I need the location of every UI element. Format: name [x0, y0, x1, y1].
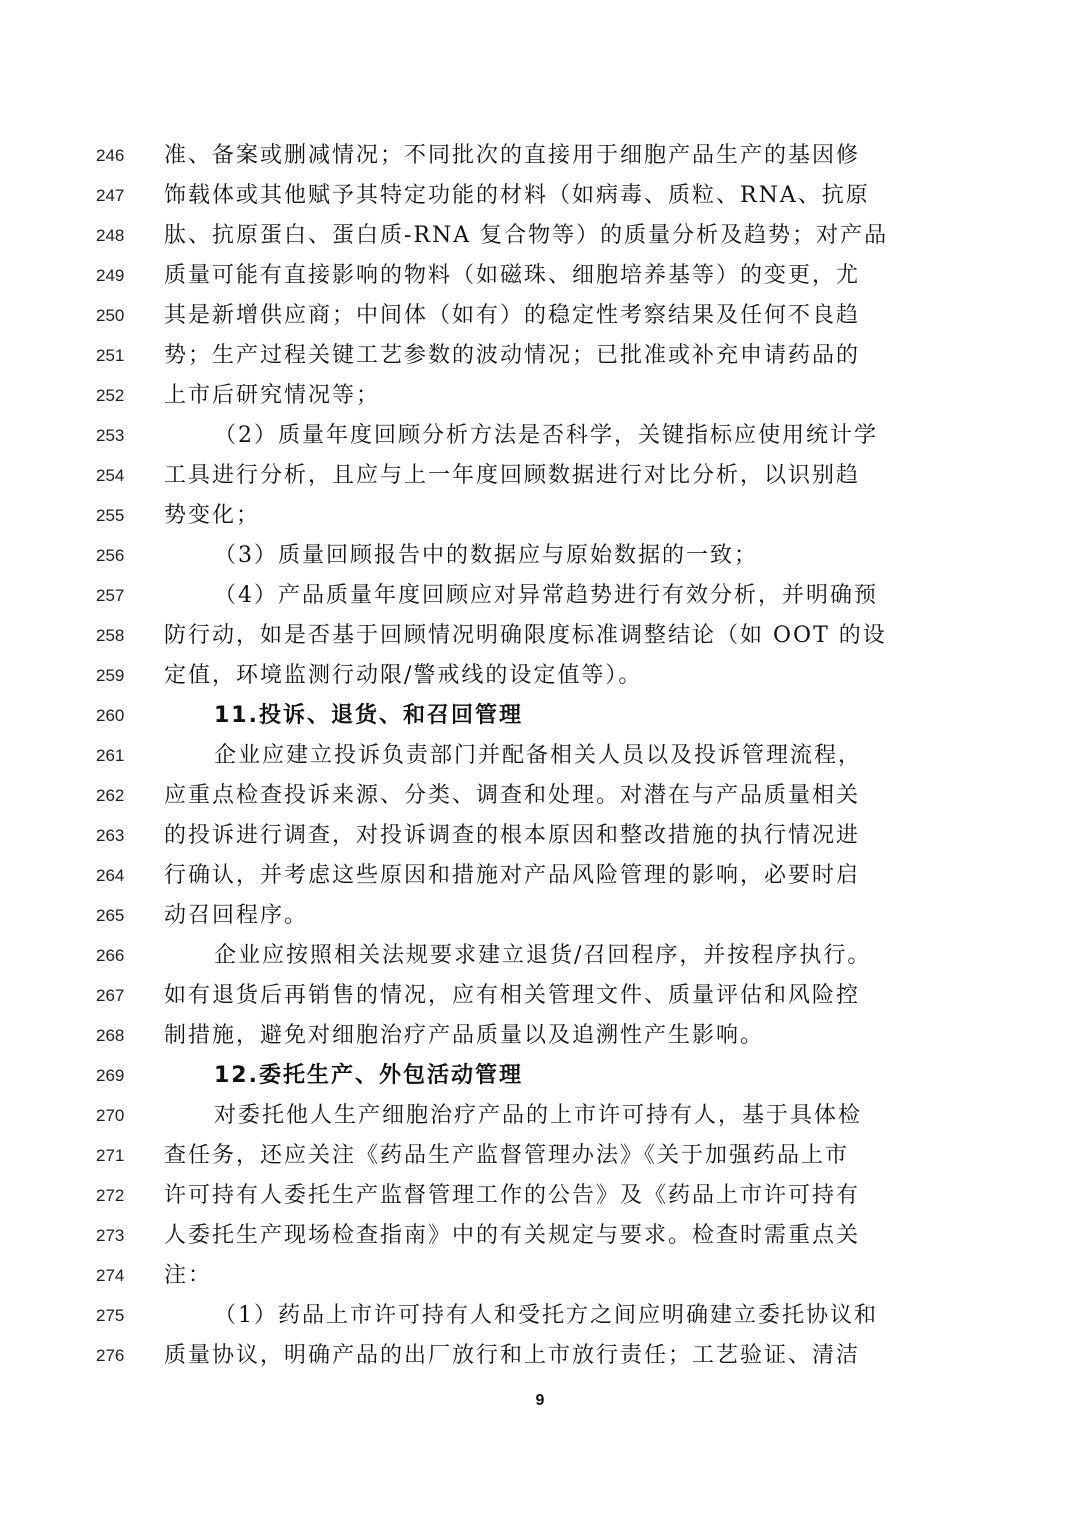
- line-number: 255: [96, 506, 125, 525]
- line-number: 251: [96, 346, 125, 365]
- line-number: 268: [96, 1026, 125, 1045]
- line-text: 注：: [164, 1263, 213, 1288]
- line-number: 261: [96, 746, 125, 765]
- text-line: [0, 616, 1080, 656]
- text-line: [0, 496, 1080, 536]
- text-line: [0, 1216, 1080, 1256]
- line-number: 269: [96, 1066, 125, 1085]
- line-text: 其是新增供应商；中间体（如有）的稳定性考察结果及任何不良趋: [164, 303, 861, 328]
- text-line: [0, 1096, 1080, 1136]
- line-text: 肽、抗原蛋白、蛋白质-RNA 复合物等）的质量分析及趋势；对产品: [164, 223, 889, 248]
- line-number: 258: [96, 626, 125, 645]
- line-number: 253: [96, 426, 125, 445]
- line-number: 247: [96, 186, 125, 205]
- text-line: [0, 176, 1080, 216]
- line-text: 动召回程序。: [164, 903, 309, 928]
- line-text: （4）产品质量年度回顾应对异常趋势进行有效分析，并明确预: [214, 583, 878, 608]
- line-number: 257: [96, 586, 125, 605]
- line-text: 防行动，如是否基于回顾情况明确限度标准调整结论（如 OOT 的设: [164, 623, 887, 648]
- section-heading-line: [0, 1056, 1080, 1096]
- line-number: 249: [96, 266, 125, 285]
- line-text: 人委托生产现场检查指南》中的有关规定与要求。检查时需重点关: [164, 1223, 861, 1248]
- text-line: [0, 536, 1080, 576]
- text-line: [0, 136, 1080, 176]
- line-text: 饰载体或其他赋予其特定功能的材料（如病毒、质粒、RNA、抗原: [164, 183, 870, 208]
- line-number: 275: [96, 1306, 125, 1325]
- line-number: 272: [96, 1186, 125, 1205]
- line-text: 准、备案或删减情况；不同批次的直接用于细胞产品生产的基因修: [164, 143, 861, 168]
- text-line: [0, 456, 1080, 496]
- line-number: 248: [96, 226, 125, 245]
- text-line: [0, 336, 1080, 376]
- line-number: 265: [96, 906, 125, 925]
- text-line: [0, 976, 1080, 1016]
- text-line: [0, 376, 1080, 416]
- line-text: （3）质量回顾报告中的数据应与原始数据的一致；: [214, 543, 758, 568]
- line-number: 246: [96, 146, 125, 165]
- line-number: 260: [96, 706, 125, 725]
- line-text: 势；生产过程关键工艺参数的波动情况；已批准或补充申请药品的: [164, 343, 861, 368]
- section-heading: 12.委托生产、外包活动管理: [214, 1063, 523, 1088]
- text-line: [0, 1256, 1080, 1296]
- line-text: 企业应按照相关法规要求建立退货/召回程序，并按程序执行。: [214, 943, 872, 968]
- line-number: 274: [96, 1266, 125, 1285]
- text-line: [0, 896, 1080, 936]
- text-line: [0, 936, 1080, 976]
- line-number: 270: [96, 1106, 125, 1125]
- text-line: [0, 1176, 1080, 1216]
- text-line: [0, 416, 1080, 456]
- line-number: 256: [96, 546, 125, 565]
- text-line: [0, 256, 1080, 296]
- text-line: [0, 856, 1080, 896]
- text-line: [0, 816, 1080, 856]
- line-text: （2）质量年度回顾分析方法是否科学，关键指标应使用统计学: [214, 423, 878, 448]
- line-text: 行确认，并考虑这些原因和措施对产品风险管理的影响，必要时启: [164, 863, 861, 888]
- line-number: 271: [96, 1146, 125, 1165]
- text-line: [0, 736, 1080, 776]
- line-number: 254: [96, 466, 125, 485]
- text-line: [0, 1336, 1080, 1376]
- line-text: 上市后研究情况等；: [164, 383, 381, 408]
- text-line: [0, 776, 1080, 816]
- line-text: 对委托他人生产细胞治疗产品的上市许可持有人，基于具体检: [214, 1103, 863, 1128]
- text-line: [0, 1296, 1080, 1336]
- section-heading: 11.投诉、退货、和召回管理: [214, 703, 523, 728]
- line-number: 250: [96, 306, 125, 325]
- text-line: [0, 296, 1080, 336]
- line-number: 266: [96, 946, 125, 965]
- line-text: 查任务，还应关注《药品生产监督管理办法》《关于加强药品上市: [164, 1143, 850, 1168]
- line-number: 276: [96, 1346, 125, 1365]
- line-number: 263: [96, 826, 125, 845]
- line-number: 259: [96, 666, 125, 685]
- line-text: 制措施，避免对细胞治疗产品质量以及追溯性产生影响。: [164, 1023, 765, 1048]
- text-line: [0, 1016, 1080, 1056]
- line-number: 252: [96, 386, 125, 405]
- line-number: 267: [96, 986, 125, 1005]
- line-text: 定值，环境监测行动限/警戒线的设定值等）。: [164, 663, 643, 688]
- line-text: 的投诉进行调查，对投诉调查的根本原因和整改措施的执行情况进: [164, 823, 861, 848]
- text-line: [0, 216, 1080, 256]
- line-text: 质量协议，明确产品的出厂放行和上市放行责任；工艺验证、清洁: [164, 1343, 861, 1368]
- text-line: [0, 576, 1080, 616]
- line-number: 264: [96, 866, 125, 885]
- line-text: 工具进行分析，且应与上一年度回顾数据进行对比分析，以识别趋: [164, 463, 861, 488]
- line-text: 许可持有人委托生产监督管理工作的公告》及《药品上市许可持有: [164, 1183, 861, 1208]
- line-text: 应重点检查投诉来源、分类、调查和处理。对潜在与产品质量相关: [164, 783, 861, 808]
- line-number: 273: [96, 1226, 125, 1245]
- text-line: [0, 656, 1080, 696]
- text-line: [0, 1136, 1080, 1176]
- page-number: 9: [535, 1392, 545, 1409]
- line-text: 质量可能有直接影响的物料（如磁珠、细胞培养基等）的变更，尤: [164, 263, 861, 288]
- line-text: （1）药品上市许可持有人和受托方之间应明确建立委托协议和: [214, 1303, 878, 1328]
- section-heading-line: [0, 696, 1080, 736]
- line-text: 企业应建立投诉负责部门并配备相关人员以及投诉管理流程，: [214, 743, 863, 768]
- line-number: 262: [96, 786, 125, 805]
- line-text: 如有退货后再销售的情况，应有相关管理文件、质量评估和风险控: [164, 983, 861, 1008]
- line-text: 势变化；: [164, 503, 261, 528]
